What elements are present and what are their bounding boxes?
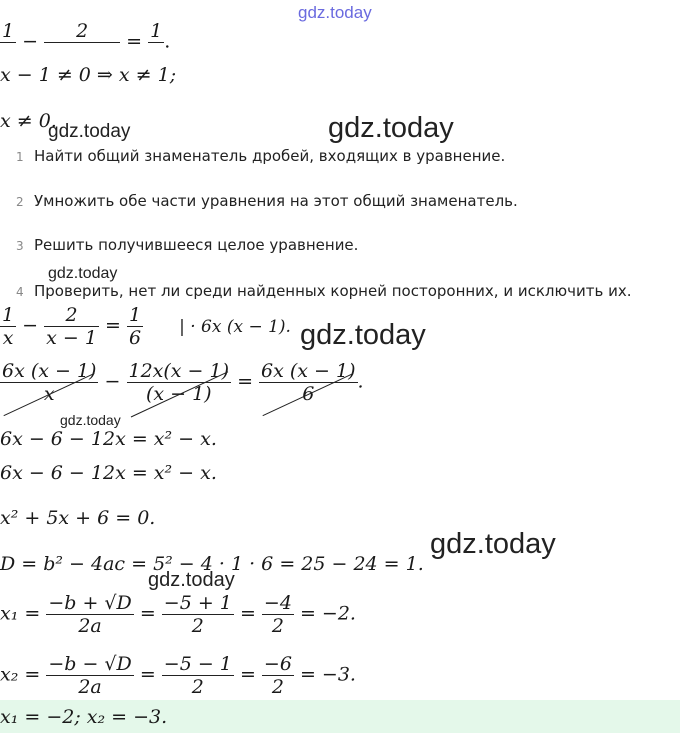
- watermark-7: gdz.today: [148, 569, 235, 591]
- watermark-1: gdz.today: [48, 121, 131, 142]
- line-2: 6x − 6 − 12x = x² − x.: [0, 462, 217, 484]
- top-line-3: x ≠ 0.: [0, 110, 57, 132]
- top-equation: 1 − 2 = 1 .: [0, 20, 170, 65]
- equation-2: $\frac{6x (x - 1)}{x}$ − $\frac{12x(x - 1)}{(x - 1)}$ = $\frac{6x (x - 1)}{6}$ .: [2, 360, 364, 405]
- top-frac-2: 2: [44, 20, 120, 65]
- root-x2: x₂ = $\frac{-b - √D}{2a}$ = $\frac{-5 - 1}{2}$ = $\frac{-6}{2}$ = −3.: [0, 653, 356, 698]
- step-3: 3 Решить получившееся целое уравнение.: [16, 236, 359, 254]
- watermark-6: gdz.today: [430, 528, 556, 560]
- step-4: 4 Проверить, нет ли среди найденных корней посторонних, и исключить их.: [16, 282, 632, 300]
- watermark-3: gdz.today: [48, 265, 118, 282]
- root-x1: x₁ = $\frac{-b + √D}{2a}$ = $\frac{-5 + 1}{2}$ = $\frac{-4}{2}$ = −2.: [0, 592, 356, 637]
- watermark-4: gdz.today: [300, 319, 426, 351]
- line-1: 6x − 6 − 12x = x² − x.: [0, 428, 217, 450]
- answer-text: x₁ = −2; x₂ = −3.: [0, 706, 168, 728]
- top-line-2: x − 1 ≠ 0 ⇒ x ≠ 1;: [0, 64, 177, 86]
- step-1: 1 Найти общий знаменатель дробей, входящих в уравнение.: [16, 147, 506, 165]
- equation-1: $\frac{1}{x}$ − $\frac{2}{x - 1}$ = $\frac{1}{6}$ | · 6x (x − 1).: [2, 304, 291, 349]
- watermark-5: gdz.today: [60, 412, 121, 428]
- discriminant-line: D = b² − 4ac = 5² − 4 · 1 · 6 = 25 − 24 = 1.: [0, 553, 424, 575]
- top-frac-1: 1: [2, 20, 15, 42]
- watermark-top: gdz.today: [298, 3, 372, 22]
- watermark-2: gdz.today: [328, 112, 454, 144]
- top-frac-3: 1: [150, 20, 163, 42]
- step-2: 2 Умножить обе части уравнения на этот общий знаменатель.: [16, 192, 518, 210]
- answer-box: [0, 700, 680, 733]
- line-3: x² + 5x + 6 = 0.: [0, 507, 156, 529]
